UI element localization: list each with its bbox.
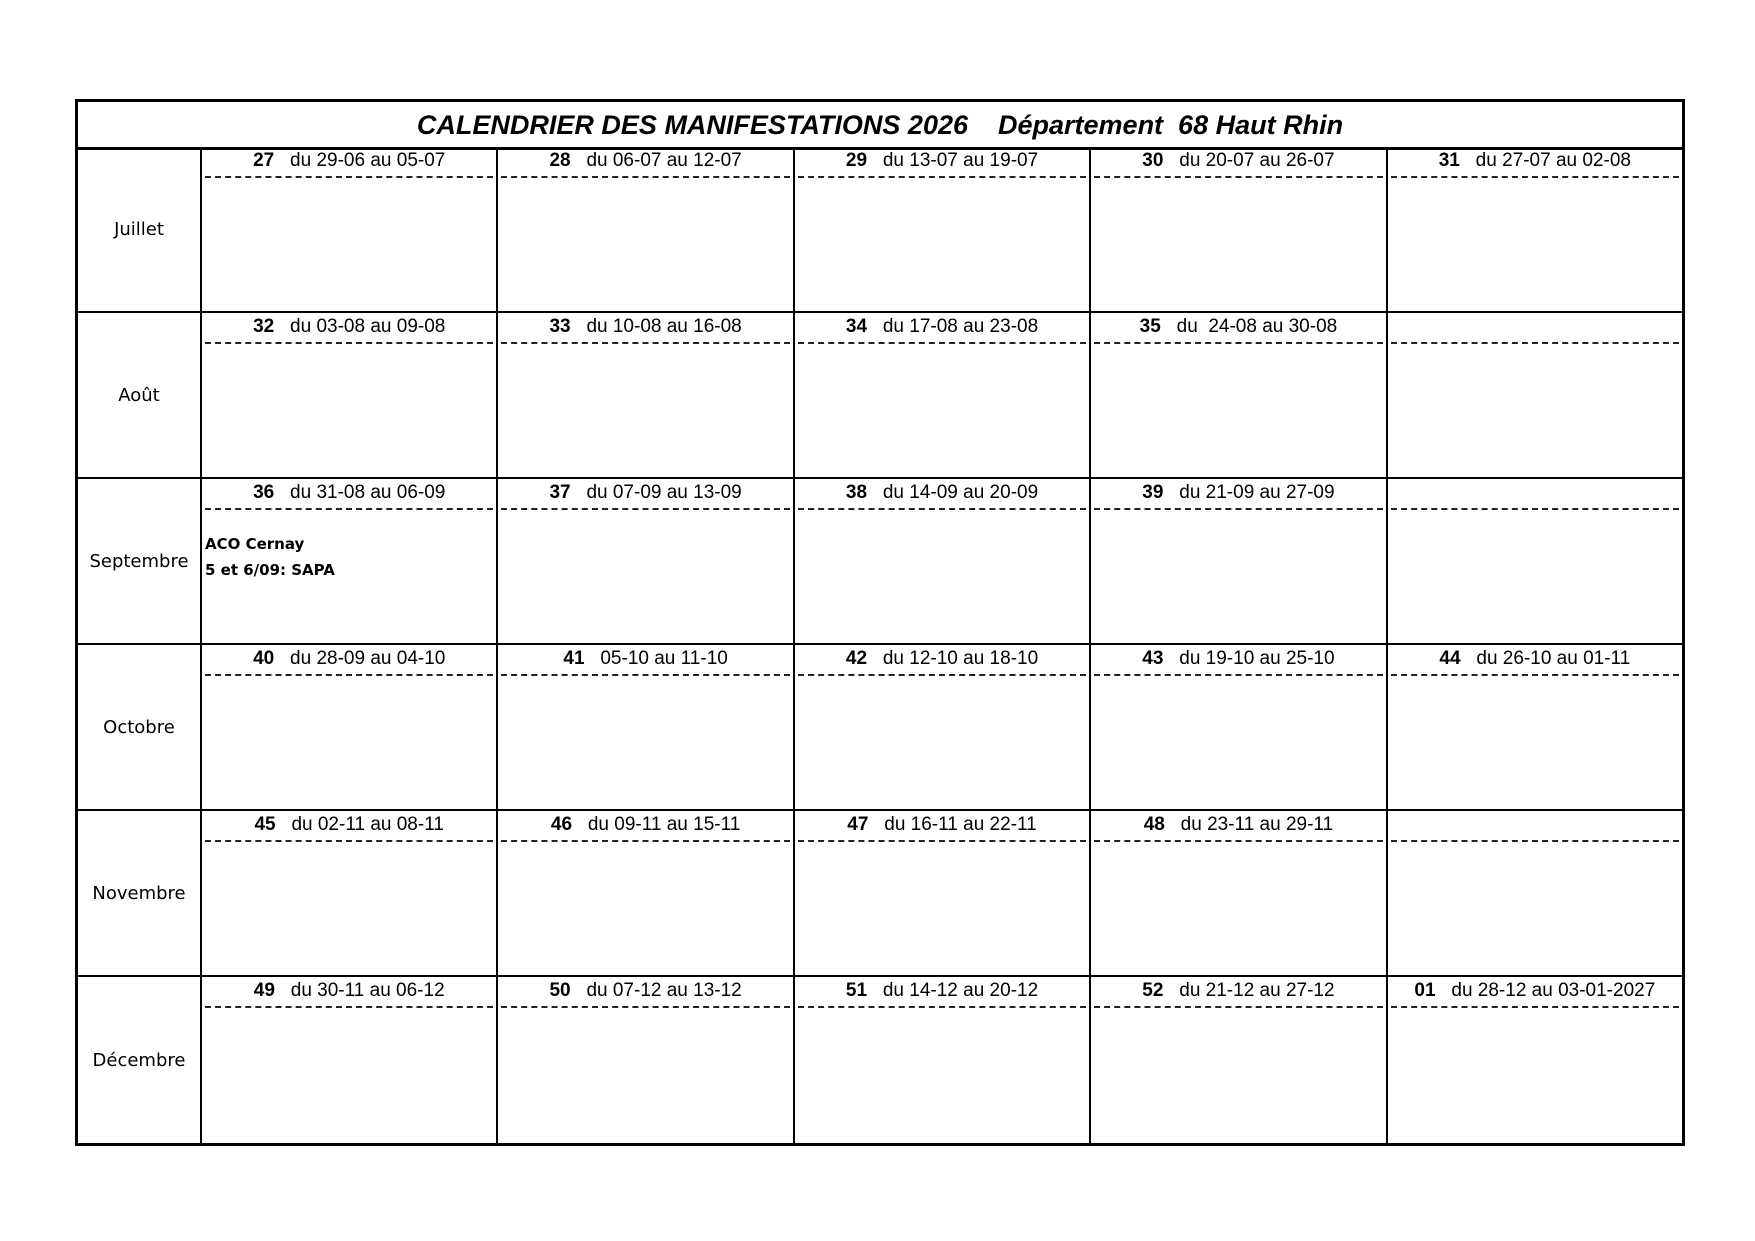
week-header xyxy=(1094,479,1382,510)
week-range: du 28-12 au 03-01-2027 xyxy=(1451,980,1656,1001)
week-header xyxy=(798,977,1086,1008)
week-number: 28 xyxy=(549,150,571,171)
week-cell xyxy=(1388,479,1682,643)
week-cell xyxy=(795,147,1091,311)
week-cell xyxy=(498,479,794,643)
month-row xyxy=(78,313,1682,479)
week-range: du 17-08 au 23-08 xyxy=(882,316,1039,337)
week-cell xyxy=(498,645,794,809)
calendar-title: CALENDRIER DES MANIFESTATIONS 2026 Département 68 Haut Rhin xyxy=(78,102,1682,150)
month-label: Décembre xyxy=(78,977,202,1143)
week-range: du 27-07 au 02-08 xyxy=(1475,150,1631,171)
week-range: du 02-11 au 08-11 xyxy=(291,814,444,835)
week-number: 51 xyxy=(845,980,868,1001)
week-cell xyxy=(1388,313,1682,477)
week-header xyxy=(501,645,789,676)
week-number: 50 xyxy=(549,980,571,1001)
week-header xyxy=(798,645,1086,676)
week-cell xyxy=(498,313,794,477)
week-range: du 31-08 au 06-09 xyxy=(290,482,446,503)
week-header xyxy=(205,313,493,344)
week-number: 47 xyxy=(847,814,869,835)
week-cell xyxy=(1388,147,1682,311)
week-number: 35 xyxy=(1139,316,1161,337)
week-cell xyxy=(1091,479,1387,643)
week-cell xyxy=(1091,977,1387,1143)
month-label: Juillet xyxy=(78,147,202,311)
week-cell xyxy=(498,147,794,311)
week-range: du 07-12 au 13-12 xyxy=(586,980,742,1001)
week-range: du 24-08 au 30-08 xyxy=(1176,316,1338,337)
week-number: 42 xyxy=(845,648,868,669)
week-cell xyxy=(795,479,1091,643)
month-label: Août xyxy=(78,313,202,477)
week-range: du 28-09 au 04-10 xyxy=(290,648,446,669)
week-cell xyxy=(795,977,1091,1143)
month-label: Novembre xyxy=(78,811,202,975)
week-header xyxy=(1391,313,1679,344)
week-range: du 09-11 au 15-11 xyxy=(587,814,741,835)
week-header xyxy=(501,811,789,842)
week-range: du 29-06 au 05-07 xyxy=(290,150,446,171)
week-header xyxy=(501,479,789,510)
week-number: 43 xyxy=(1142,648,1164,669)
week-header xyxy=(1094,977,1382,1008)
week-header xyxy=(798,479,1086,510)
week-number: 44 xyxy=(1439,648,1461,669)
week-number: 34 xyxy=(845,316,868,337)
week-range: du 12-10 au 18-10 xyxy=(882,648,1039,669)
week-cell xyxy=(498,977,794,1143)
week-header xyxy=(205,479,493,510)
week-number: 36 xyxy=(253,482,275,503)
week-number: 46 xyxy=(550,814,573,835)
week-range: du 13-07 au 19-07 xyxy=(882,150,1039,171)
week-cell xyxy=(202,479,498,643)
week-header xyxy=(205,811,493,842)
week-cell xyxy=(1091,645,1387,809)
week-number: 30 xyxy=(1142,150,1164,171)
week-range: du 16-11 au 22-11 xyxy=(884,814,1037,835)
week-number: 45 xyxy=(254,814,276,835)
week-header xyxy=(798,811,1086,842)
week-cell xyxy=(202,313,498,477)
week-header xyxy=(501,977,789,1008)
week-range: du 10-08 au 16-08 xyxy=(586,316,742,337)
week-cell xyxy=(202,147,498,311)
week-cell xyxy=(795,645,1091,809)
month-label: Octobre xyxy=(78,645,202,809)
event-line: ACO Cernay xyxy=(205,535,305,553)
week-number: 40 xyxy=(253,648,275,669)
week-header xyxy=(205,147,493,178)
week-cell xyxy=(1388,645,1682,809)
week-number: 49 xyxy=(253,980,275,1001)
week-header xyxy=(798,147,1086,178)
week-number: 31 xyxy=(1438,150,1460,171)
week-number: 52 xyxy=(1142,980,1164,1001)
week-header xyxy=(1094,313,1382,344)
event-line: 5 et 6/09: SAPA xyxy=(205,561,335,579)
week-number: 01 xyxy=(1414,980,1436,1001)
week-number: 37 xyxy=(549,482,571,503)
month-row xyxy=(78,811,1682,977)
event-note xyxy=(205,531,335,583)
week-number: 48 xyxy=(1143,814,1165,835)
week-header xyxy=(205,645,493,676)
week-number: 29 xyxy=(845,150,868,171)
week-range: 05-10 au 11-10 xyxy=(600,648,728,669)
week-number: 41 xyxy=(563,648,585,669)
week-range: du 20-07 au 26-07 xyxy=(1179,150,1335,171)
week-header xyxy=(1391,479,1679,510)
week-cell xyxy=(202,977,498,1143)
week-cell xyxy=(1091,811,1387,975)
week-number: 27 xyxy=(253,150,275,171)
month-row xyxy=(78,147,1682,313)
week-header xyxy=(1391,977,1679,1008)
week-cell xyxy=(1091,147,1387,311)
month-label: Septembre xyxy=(78,479,202,643)
week-header xyxy=(1391,147,1679,178)
month-row xyxy=(78,479,1682,645)
week-cell xyxy=(1388,811,1682,975)
week-cell xyxy=(795,811,1091,975)
week-cell xyxy=(1091,313,1387,477)
week-header xyxy=(205,977,493,1008)
week-range: du 21-09 au 27-09 xyxy=(1179,482,1335,503)
week-range: du 26-10 au 01-11 xyxy=(1476,648,1631,669)
week-range: du 30-11 au 06-12 xyxy=(290,980,445,1001)
week-cell xyxy=(498,811,794,975)
week-header xyxy=(1391,645,1679,676)
week-cell xyxy=(202,811,498,975)
week-header xyxy=(1094,645,1382,676)
month-row xyxy=(78,645,1682,811)
week-number: 32 xyxy=(253,316,275,337)
week-number: 38 xyxy=(845,482,868,503)
month-row xyxy=(78,977,1682,1143)
week-header xyxy=(501,147,789,178)
week-range: du 19-10 au 25-10 xyxy=(1179,648,1335,669)
calendar-table xyxy=(75,99,1685,1146)
week-range: du 07-09 au 13-09 xyxy=(586,482,742,503)
week-number: 39 xyxy=(1142,482,1164,503)
week-number: 33 xyxy=(549,316,571,337)
week-range: du 14-09 au 20-09 xyxy=(882,482,1039,503)
week-cell xyxy=(202,645,498,809)
week-header xyxy=(1391,811,1679,842)
week-range: du 14-12 au 20-12 xyxy=(882,980,1039,1001)
week-header xyxy=(798,313,1086,344)
week-range: du 23-11 au 29-11 xyxy=(1180,814,1334,835)
week-header xyxy=(1094,811,1382,842)
week-range: du 03-08 au 09-08 xyxy=(290,316,446,337)
week-cell xyxy=(795,313,1091,477)
week-cell xyxy=(1388,977,1682,1143)
week-range: du 21-12 au 27-12 xyxy=(1179,980,1335,1001)
week-header xyxy=(1094,147,1382,178)
week-header xyxy=(501,313,789,344)
week-range: du 06-07 au 12-07 xyxy=(586,150,742,171)
calendar-rows xyxy=(78,147,1682,1143)
